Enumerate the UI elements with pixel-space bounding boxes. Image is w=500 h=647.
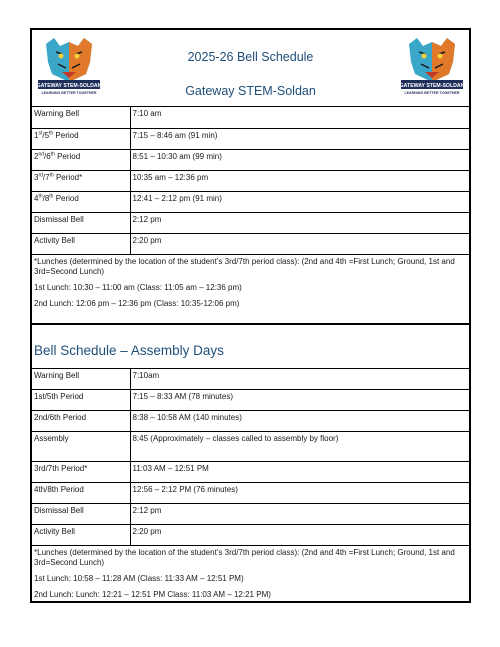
row-time: 2:12 pm [130,212,469,233]
bell-schedule-sheet [30,28,471,603]
row-time: 8:51 – 10:30 am (99 min) [130,149,469,170]
logo-tagline: LEARNING BETTER TOGETHER [404,91,460,95]
row-time: 12:56 – 2:12 PM (76 minutes) [130,483,469,504]
row-time: 7:15 – 8:33 AM (78 minutes) [130,390,469,411]
first-lunch: 1st Lunch: 10:30 – 11:00 am (Class: 11:05 am – 12:36 pm) [34,282,242,292]
assembly-schedule-table [32,369,469,547]
table-row [32,525,469,546]
row-label: 3rd/7th Period* [32,462,130,483]
row-label: 3rd/7th Period* [32,170,130,191]
table-row [32,483,469,504]
row-time: 8:38 – 10:58 AM (140 minutes) [130,411,469,432]
row-label: Warning Bell [32,369,130,390]
second-lunch: 2nd Lunch: 12:06 pm – 12:36 pm (Class: 10:35-12:06 pm) [34,298,240,308]
row-label: Activity Bell [32,233,130,254]
second-lunch: 2nd Lunch: Lunch: 12:21 – 12:51 PM Class: 11:03 AM – 12:21 PM) [34,590,271,599]
row-time: 7:10am [130,369,469,390]
first-lunch: 1st Lunch: 10:58 – 11:28 AM (Class: 11:33 AM – 12:51 PM) [34,574,244,583]
page-title: 2025-26 Bell Schedule [187,50,314,64]
table-row [32,369,469,390]
table-row [32,390,469,411]
tiger-logo-right [399,34,465,96]
table-row [32,432,469,462]
lunch-note: *Lunches (determined by the location of the student’s 3rd/7th period class): (2nd and 4th =First Lunch; Ground, 1st and 3rd=Second Lunch) [34,548,455,567]
table-row [32,462,469,483]
table-row [32,170,469,191]
row-label: Assembly [32,432,130,462]
row-time: 2:20 pm [130,233,469,254]
logo-tagline: LEARNING BETTER TOGETHER [41,91,97,95]
school-name: Gateway STEM-Soldan [185,84,316,98]
row-label: 4th/8th Period [32,191,130,212]
table-row [32,233,469,254]
row-time: 8:45 (Approximately – classes called to assembly by floor) [130,432,469,462]
row-time: 7:10 am [130,107,469,128]
row-time: 12:41 – 2:12 pm (91 min) [130,191,469,212]
row-label: 2nd/6th Period [32,149,130,170]
row-time: 2:20 pm [130,525,469,546]
table-row [32,212,469,233]
table-row [32,191,469,212]
assembly-lunch-notes [32,546,469,604]
row-label: 1st/5th Period [32,390,130,411]
logo-text-main: GATEWAY STEM-SOLDAN [36,83,102,89]
row-label: 2nd/6th Period [32,411,130,432]
regular-lunch-notes [32,255,469,324]
row-time: 7:15 – 8:46 am (91 min) [130,128,469,149]
table-row [32,107,469,128]
assembly-section-header [32,324,469,369]
table-row [32,128,469,149]
schedule-header [32,30,469,107]
table-row [32,149,469,170]
row-time: 2:12 pm [130,504,469,525]
table-row [32,411,469,432]
row-time: 11:03 AM – 12:51 PM [130,462,469,483]
row-label: Activity Bell [32,525,130,546]
row-label: Warning Bell [32,107,130,128]
logo-text-main: GATEWAY STEM-SOLDAN [399,83,465,89]
lunch-note: *Lunches (determined by the location of the student’s 3rd/7th period class): (2nd and 4th =First Lunch; Ground, 1st and 3rd=Second Lunch) [34,256,455,276]
row-label: Dismissal Bell [32,504,130,525]
assembly-heading: Bell Schedule – Assembly Days [34,342,224,358]
regular-schedule-table [32,107,469,255]
row-label: Dismissal Bell [32,212,130,233]
row-label: 4th/8th Period [32,483,130,504]
table-row [32,504,469,525]
row-time: 10:35 am – 12:36 pm [130,170,469,191]
row-label: 1st/5th Period [32,128,130,149]
